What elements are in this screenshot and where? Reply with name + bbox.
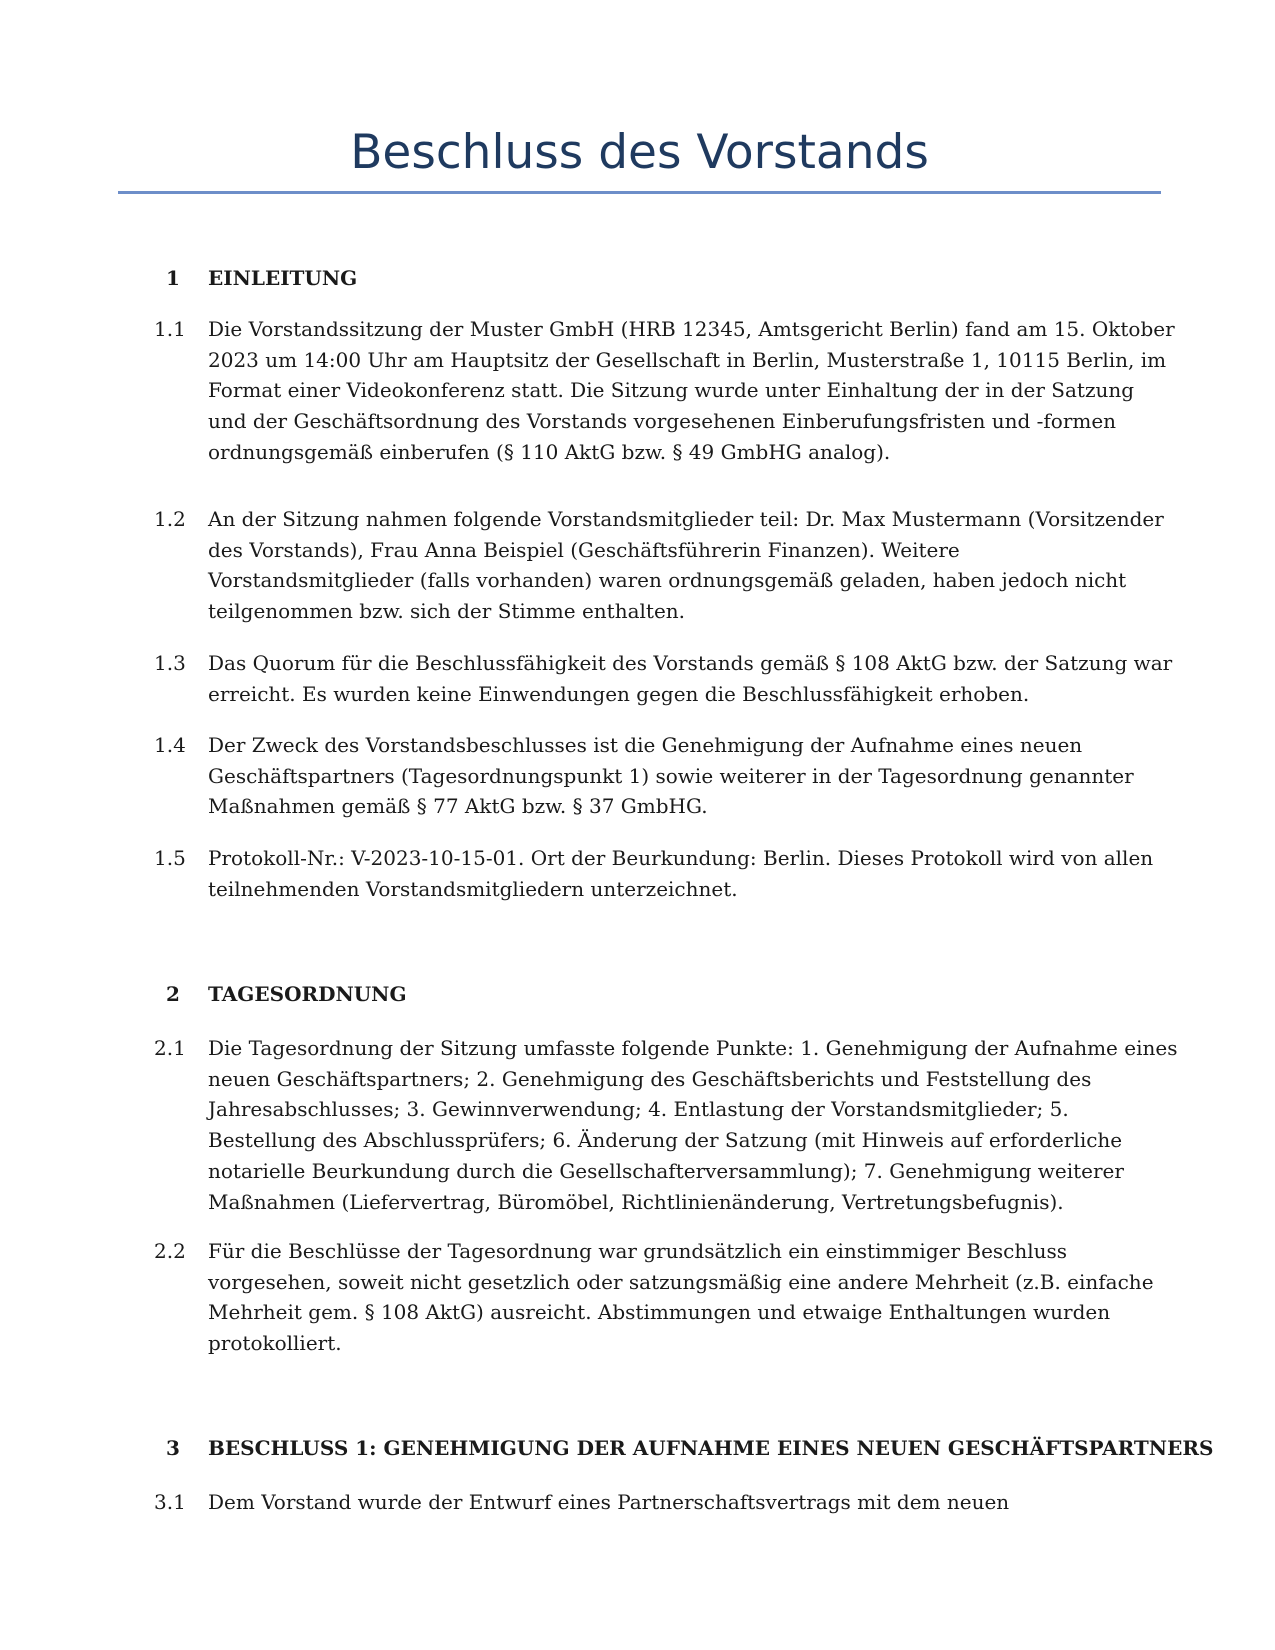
text-line: ordnungsgemäß einberufen (§ 110 AktG bzw. § 49 GmbHG analog). <box>208 439 891 464</box>
text-line: Das Quorum für die Beschlussfähigkeit des Vorstands gemäß § 108 AktG bzw. der Satzung war <box>208 651 1173 675</box>
text-line: Jahresabschlusses; 3. Gewinnverwendung; 4. Entlastung der Vorstandsmitglieder; 5. <box>208 1097 1069 1122</box>
paragraph-number: 1.5 <box>154 846 186 870</box>
text-line: vorgesehen, soweit nicht gesetzlich oder satzungsmäßig eine andere Mehrheit (z.B. einfache <box>208 1269 1154 1294</box>
text-line: Für die Beschlüsse der Tagesordnung war grundsätzlich ein einstimmiger Beschluss <box>208 1239 1068 1263</box>
paragraph-text <box>208 314 1178 468</box>
section-title: BESCHLUSS 1: GENEHMIGUNG DER AUFNAHME EINES NEUEN GESCHÄFTSPARTNERS <box>208 1436 1214 1460</box>
text-line: notarielle Beurkundung durch die Gesellschafterversammlung); 7. Genehmigung weiterer <box>208 1158 1124 1183</box>
paragraph-text <box>208 504 1178 627</box>
text-line: und der Geschäftsordnung des Vorstands vorgesehenen Einberufungsfristen und -formen <box>208 409 1117 434</box>
text-line: Der Zweck des Vorstandsbeschlusses ist die Genehmigung der Aufnahme eines neuen <box>208 733 1083 757</box>
paragraph-text <box>208 1487 1178 1518</box>
text-line: Maßnahmen gemäß § 77 AktG bzw. § 37 GmbHG. <box>208 794 708 819</box>
document-title: Beschluss des Vorstands <box>350 125 929 180</box>
paragraph-number: 2.2 <box>154 1239 186 1263</box>
text-line: des Vorstands), Frau Anna Beispiel (Geschäftsführerin Finanzen). Weitere <box>208 537 960 562</box>
text-line: protokolliert. <box>208 1331 342 1356</box>
text-line: teilgenommen bzw. sich der Stimme enthalten. <box>208 599 686 624</box>
paragraph-text <box>208 730 1178 822</box>
text-line: Bestellung des Abschlussprüfers; 6. Änderung der Satzung (mit Hinweis auf erforderliche <box>208 1128 1123 1153</box>
section-title: EINLEITUNG <box>208 266 358 290</box>
paragraph-number: 1.2 <box>154 507 186 531</box>
section-title: TAGESORDNUNG <box>208 982 407 1006</box>
paragraph-number: 1.3 <box>154 651 186 675</box>
text-line: Dem Vorstand wurde der Entwurf eines Partnerschaftsvertrags mit dem neuen <box>208 1490 1010 1514</box>
paragraph-text <box>208 1033 1178 1217</box>
text-line: Geschäftspartners (Tagesordnungspunkt 1) sowie weiterer in der Tagesordnung genannter <box>208 763 1134 788</box>
paragraph-text <box>208 648 1178 709</box>
text-line: Die Tagesordnung der Sitzung umfasste folgende Punkte: 1. Genehmigung der Aufnahme eines <box>208 1036 1178 1060</box>
section-number: 1 <box>166 266 180 290</box>
text-line: Format einer Videokonferenz statt. Die Sitzung wurde unter Einhaltung der in der Satzung <box>208 378 1135 403</box>
paragraph-number: 1.4 <box>154 733 186 757</box>
text-line: Mehrheit gem. § 108 AktG) ausreicht. Abstimmungen und etwaige Enthaltungen wurden <box>208 1300 1111 1325</box>
paragraph-number: 2.1 <box>154 1036 186 1060</box>
text-line: Vorstandsmitglieder (falls vorhanden) waren ordnungsgemäß geladen, haben jedoch nicht <box>208 568 1127 593</box>
text-line: 2023 um 14:00 Uhr am Hauptsitz der Gesellschaft in Berlin, Musterstraße 1, 10115 Berlin, im <box>208 347 1167 372</box>
text-line: Maßnahmen (Liefervertrag, Büromöbel, Richtlinienänderung, Vertretungsbefugnis). <box>208 1189 1064 1214</box>
section-number: 2 <box>166 982 180 1006</box>
text-line: Die Vorstandssitzung der Muster GmbH (HRB 12345, Amtsgericht Berlin) fand am 15. Oktober <box>208 317 1175 341</box>
text-line: An der Sitzung nahmen folgende Vorstandsmitglieder teil: Dr. Max Mustermann (Vorsitzender <box>208 507 1164 531</box>
paragraph-text <box>208 1236 1178 1359</box>
text-line: neuen Geschäftspartners; 2. Genehmigung des Geschäftsberichts und Feststellung des <box>208 1066 1092 1091</box>
paragraph-text <box>208 843 1178 904</box>
text-line: teilnehmenden Vorstandsmitgliedern unterzeichnet. <box>208 876 738 901</box>
paragraph-number: 1.1 <box>154 317 186 341</box>
section-number: 3 <box>166 1436 180 1460</box>
text-line: erreicht. Es wurden keine Einwendungen gegen die Beschlussfähigkeit erhoben. <box>208 681 1030 706</box>
title-underline <box>118 191 1161 194</box>
text-line: Protokoll-Nr.: V-2023-10-15-01. Ort der Beurkundung: Berlin. Dieses Protokoll wird von allen <box>208 846 1154 870</box>
paragraph-number: 3.1 <box>154 1490 186 1514</box>
